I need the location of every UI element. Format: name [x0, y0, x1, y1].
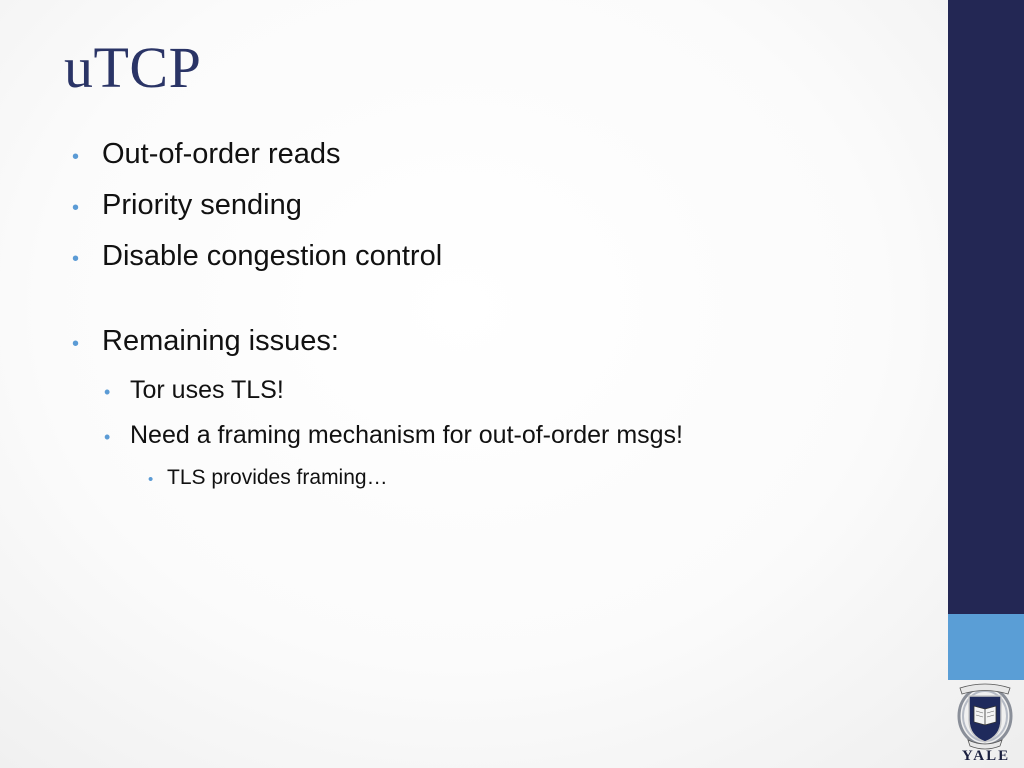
bullet-item	[70, 138, 930, 171]
sub-bullet-item	[104, 376, 930, 405]
bullet-item	[70, 240, 930, 273]
sidebar-light-bar	[948, 614, 1024, 680]
bullet-text: Out-of-order reads	[102, 138, 341, 170]
bullet-marker-icon: •	[72, 333, 80, 355]
sidebar-dark-bar	[948, 0, 1024, 614]
bullet-marker-icon: •	[72, 197, 80, 219]
slide-title: uTCP	[64, 35, 202, 100]
logo-label: YALE	[961, 748, 1011, 764]
bullet-marker-icon: •	[104, 382, 111, 402]
bullet-text: Need a framing mechanism for out-of-order msgs!	[130, 421, 683, 449]
bullet-marker-icon: •	[104, 427, 111, 447]
bullet-text: Tor uses TLS!	[130, 376, 284, 404]
bullet-spacer	[70, 291, 930, 325]
bullet-text: Remaining issues:	[102, 325, 339, 357]
bullet-item	[70, 189, 930, 222]
bullet-marker-icon: •	[72, 146, 80, 168]
bullet-marker-icon: •	[72, 248, 80, 270]
bullet-list	[70, 138, 930, 502]
sub-sub-bullet-item	[148, 466, 930, 490]
bullet-text: TLS provides framing…	[167, 466, 388, 489]
bullet-text: Disable congestion control	[102, 240, 443, 272]
bullet-marker-icon: •	[148, 471, 154, 488]
bullet-text: Priority sending	[102, 189, 302, 221]
bullet-item	[70, 325, 930, 358]
sub-bullet-item	[104, 421, 930, 450]
